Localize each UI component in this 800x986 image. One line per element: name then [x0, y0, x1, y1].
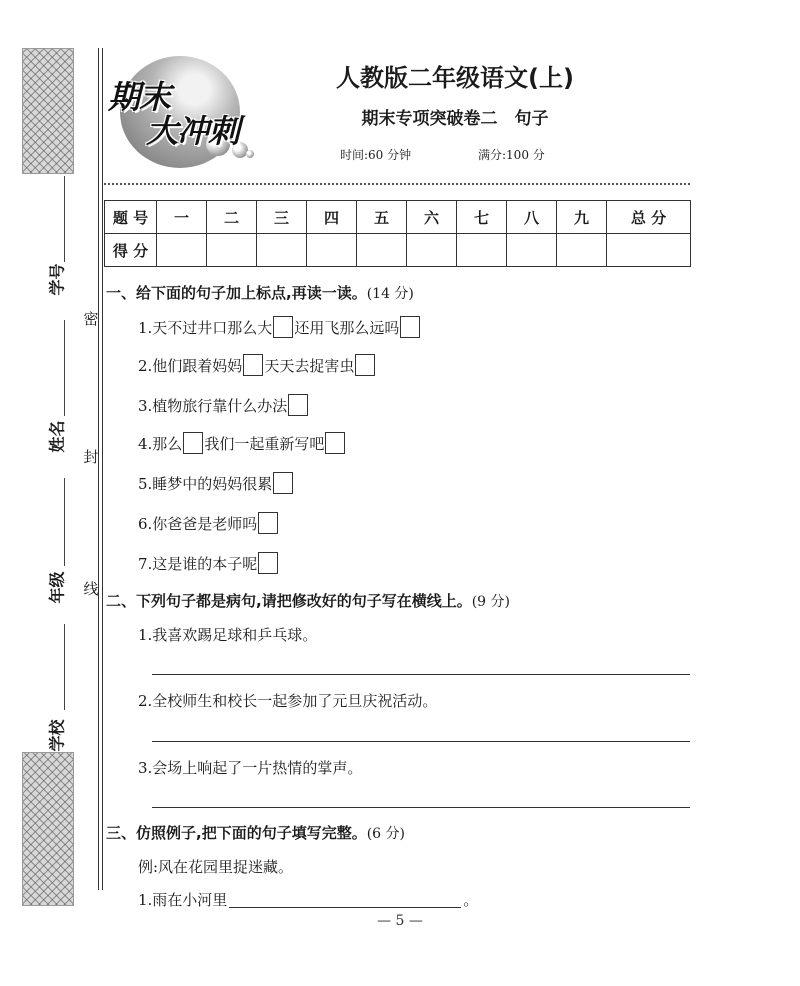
punctuation-box[interactable] — [183, 432, 203, 454]
exam-full-score: 满分:100 分 — [478, 148, 545, 162]
punctuation-box[interactable] — [355, 354, 375, 376]
page-number: — 5 — — [377, 913, 423, 929]
student-id-label: 学号 — [47, 263, 67, 296]
page-title: 人教版二年级语文(上) — [336, 64, 574, 92]
school-line — [64, 624, 65, 710]
item-suffix: 。 — [463, 891, 479, 909]
grade-label: 年级 — [47, 571, 67, 604]
section1-item-2 — [138, 354, 376, 376]
item-text: 天天去捉害虫 — [264, 356, 355, 375]
section1-points: (14 分) — [366, 286, 414, 302]
punctuation-box[interactable] — [273, 316, 293, 338]
answer-line-3[interactable] — [152, 807, 690, 808]
score-cell-9[interactable] — [557, 234, 607, 267]
section1-item-4 — [138, 432, 346, 454]
score-table — [104, 200, 691, 267]
seal-char-xian: 线 — [83, 580, 99, 598]
logo-text-line1: 期末 — [108, 78, 171, 116]
binding-pattern-top — [22, 48, 74, 174]
score-cell-7[interactable] — [457, 234, 507, 267]
score-cell-total[interactable] — [607, 234, 691, 267]
section2-heading — [106, 590, 510, 611]
item-text: 我们一起重新写吧 — [204, 434, 325, 453]
score-cell-2[interactable] — [207, 234, 257, 267]
item-text: 还用飞那么远吗 — [294, 318, 400, 337]
seal-char-mi: 密 — [83, 310, 99, 328]
section3-example: 例:风在花园里捉迷藏。 — [138, 858, 294, 876]
section2-item-3: 3.会场上响起了一片热情的掌声。 — [138, 759, 363, 777]
section3-points: (6 分) — [366, 826, 405, 842]
score-table-header-row — [105, 201, 691, 234]
grade-line — [64, 478, 65, 566]
item-text: 1.雨在小河里 — [138, 891, 228, 909]
binding-pattern-bottom — [22, 752, 74, 906]
score-cell-5[interactable] — [357, 234, 407, 267]
answer-line-1[interactable] — [152, 674, 690, 675]
cell-header-total: 总 分 — [607, 201, 691, 234]
section1-item-5 — [138, 472, 294, 494]
section1-item-7 — [138, 552, 279, 574]
cell-header-1: 一 — [157, 201, 207, 234]
score-table-score-row — [105, 234, 691, 267]
section3-heading — [106, 822, 405, 843]
seal-char-feng: 封 — [83, 448, 99, 466]
section1-item-3 — [138, 394, 309, 416]
section2-title: 二、下列句子都是病句,请把修改好的句子写在横线上。 — [106, 592, 472, 610]
exam-time: 时间:60 分钟 — [340, 148, 412, 162]
cell-header-7: 七 — [457, 201, 507, 234]
section1-title: 一、给下面的句子加上标点,再读一读。 — [106, 284, 367, 302]
fill-in-blank[interactable] — [229, 892, 461, 908]
item-text: 3.植物旅行靠什么办法 — [138, 396, 288, 415]
section2-item-2: 2.全校师生和校长一起参加了元旦庆祝活动。 — [138, 692, 438, 710]
item-text: 1.天不过井口那么大 — [138, 318, 273, 337]
cell-header-9: 九 — [557, 201, 607, 234]
section2-points: (9 分) — [471, 594, 510, 610]
section2-item-1: 1.我喜欢踢足球和乒乓球。 — [138, 626, 318, 644]
logo-text-line2: 大冲刺 — [146, 112, 240, 150]
section3-title: 三、仿照例子,把下面的句子填写完整。 — [106, 824, 367, 842]
punctuation-box[interactable] — [258, 512, 278, 534]
score-cell-4[interactable] — [307, 234, 357, 267]
page-subtitle: 期末专项突破卷二 句子 — [361, 109, 549, 129]
logo-bubble-small — [246, 150, 254, 158]
item-text: 4.那么 — [138, 434, 183, 453]
punctuation-box[interactable] — [258, 552, 278, 574]
name-label: 姓名 — [47, 420, 67, 453]
item-text: 6.你爸爸是老师吗 — [138, 514, 258, 533]
header-divider — [104, 183, 690, 185]
item-text: 2.他们跟着妈妈 — [138, 356, 243, 375]
section1-item-6 — [138, 512, 279, 534]
binding-line-right — [102, 48, 103, 890]
student-id-line — [64, 176, 65, 262]
section1-item-1 — [138, 316, 421, 338]
section3-item-1 — [138, 889, 478, 910]
section1-heading — [106, 282, 414, 303]
cell-header-8: 八 — [507, 201, 557, 234]
binding-line-left — [98, 48, 99, 890]
score-cell-6[interactable] — [407, 234, 457, 267]
cell-header-3: 三 — [257, 201, 307, 234]
score-cell-1[interactable] — [157, 234, 207, 267]
school-label: 学校 — [47, 719, 67, 752]
item-text: 5.睡梦中的妈妈很累 — [138, 474, 273, 493]
cell-header-2: 二 — [207, 201, 257, 234]
score-cell-3[interactable] — [257, 234, 307, 267]
punctuation-box[interactable] — [400, 316, 420, 338]
cell-score-label: 得 分 — [105, 234, 157, 267]
cell-header-label: 题 号 — [105, 201, 157, 234]
answer-line-2[interactable] — [152, 741, 690, 742]
score-cell-8[interactable] — [507, 234, 557, 267]
punctuation-box[interactable] — [243, 354, 263, 376]
name-line — [64, 320, 65, 416]
item-text: 7.这是谁的本子呢 — [138, 554, 258, 573]
punctuation-box[interactable] — [325, 432, 345, 454]
cell-header-5: 五 — [357, 201, 407, 234]
punctuation-box[interactable] — [288, 394, 308, 416]
punctuation-box[interactable] — [273, 472, 293, 494]
cell-header-4: 四 — [307, 201, 357, 234]
cell-header-6: 六 — [407, 201, 457, 234]
